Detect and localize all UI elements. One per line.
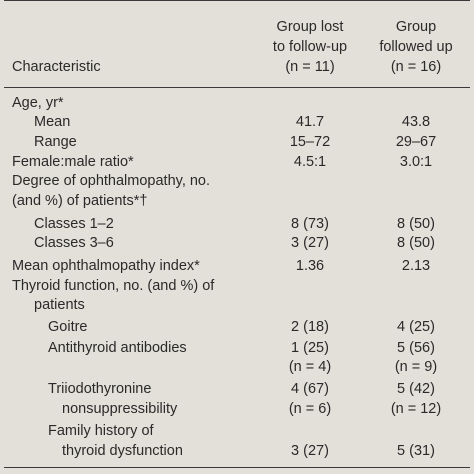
col1-header-line1: Group lost — [276, 19, 344, 35]
table-row — [0, 277, 474, 296]
group-followed-value: 5 (31) — [397, 443, 435, 459]
table-row — [0, 442, 474, 461]
header-row-1 — [0, 18, 474, 37]
table-row — [0, 296, 474, 315]
group-lost-value: 41.7 — [295, 114, 325, 130]
top-rule — [4, 0, 470, 1]
row-label: Degree of ophthalmopathy, no. — [12, 173, 211, 189]
bottom-rule — [4, 467, 470, 468]
row-label: Thyroid function, no. (and %) of — [12, 278, 215, 294]
col2-header-line1: Group — [395, 19, 437, 35]
col2-header-line2: followed up — [379, 39, 453, 55]
header-rule — [4, 87, 470, 88]
table-row — [0, 380, 474, 399]
group-followed-value: (n = 9) — [394, 359, 438, 375]
group-followed-value: 5 (42) — [397, 381, 435, 397]
row-label: Mean — [34, 114, 71, 130]
table-row — [0, 339, 474, 358]
group-lost-value: 2 (18) — [291, 319, 329, 335]
col2-header-line3: (n = 16) — [390, 59, 442, 75]
row-label: Female:male ratio* — [12, 154, 134, 170]
row-label: Antithyroid antibodies — [48, 340, 187, 356]
group-followed-value: 8 (50) — [397, 216, 435, 232]
group-followed-value: (n = 12) — [390, 401, 442, 417]
col1-header-line2: to follow-up — [272, 39, 348, 55]
table-row — [0, 215, 474, 234]
table-row — [0, 192, 474, 211]
group-lost-value: 1.36 — [295, 258, 325, 274]
table-row — [0, 422, 474, 441]
table-row — [0, 358, 474, 377]
group-lost-value: (n = 6) — [288, 401, 332, 417]
row-label: Family history of — [48, 423, 154, 439]
group-lost-value: 3 (27) — [291, 443, 329, 459]
table-row — [0, 133, 474, 152]
table-row — [0, 257, 474, 276]
row-label: Triiodothyronine — [48, 381, 152, 397]
group-lost-value: (n = 4) — [288, 359, 332, 375]
group-followed-value: 29–67 — [395, 134, 437, 150]
table-row — [0, 172, 474, 191]
row-label: Classes 3–6 — [34, 235, 114, 251]
row-label: (and %) of patients*† — [12, 193, 148, 209]
row-label: Classes 1–2 — [34, 216, 114, 232]
group-followed-value: 43.8 — [401, 114, 431, 130]
header-row-3 — [0, 58, 474, 77]
group-lost-value: 1 (25) — [291, 340, 329, 356]
row-label: patients — [34, 297, 85, 313]
row-label: Age, yr* — [12, 95, 64, 111]
header-row-2 — [0, 38, 474, 57]
group-lost-value: 15–72 — [289, 134, 331, 150]
group-lost-value: 4 (67) — [291, 381, 329, 397]
table-row — [0, 234, 474, 253]
group-lost-value: 3 (27) — [291, 235, 329, 251]
group-lost-value: 8 (73) — [291, 216, 329, 232]
row-label: Goitre — [48, 319, 88, 335]
group-followed-value: 5 (56) — [397, 340, 435, 356]
table-row — [0, 113, 474, 132]
col1-header-line3: (n = 11) — [285, 59, 335, 75]
table-row — [0, 153, 474, 172]
table-row — [0, 94, 474, 113]
row-label: Range — [34, 134, 77, 150]
group-followed-value: 8 (50) — [397, 235, 435, 251]
table-row — [0, 400, 474, 419]
row-label: nonsuppressibility — [62, 401, 178, 417]
group-followed-value: 2.13 — [401, 258, 431, 274]
row-label: Mean ophthalmopathy index* — [12, 258, 200, 274]
characteristic-header: Characteristic — [12, 59, 101, 75]
group-lost-value: 4.5:1 — [293, 154, 327, 170]
table-row — [0, 318, 474, 337]
group-followed-value: 4 (25) — [397, 319, 435, 335]
group-followed-value: 3.0:1 — [399, 154, 433, 170]
row-label: thyroid dysfunction — [62, 443, 183, 459]
